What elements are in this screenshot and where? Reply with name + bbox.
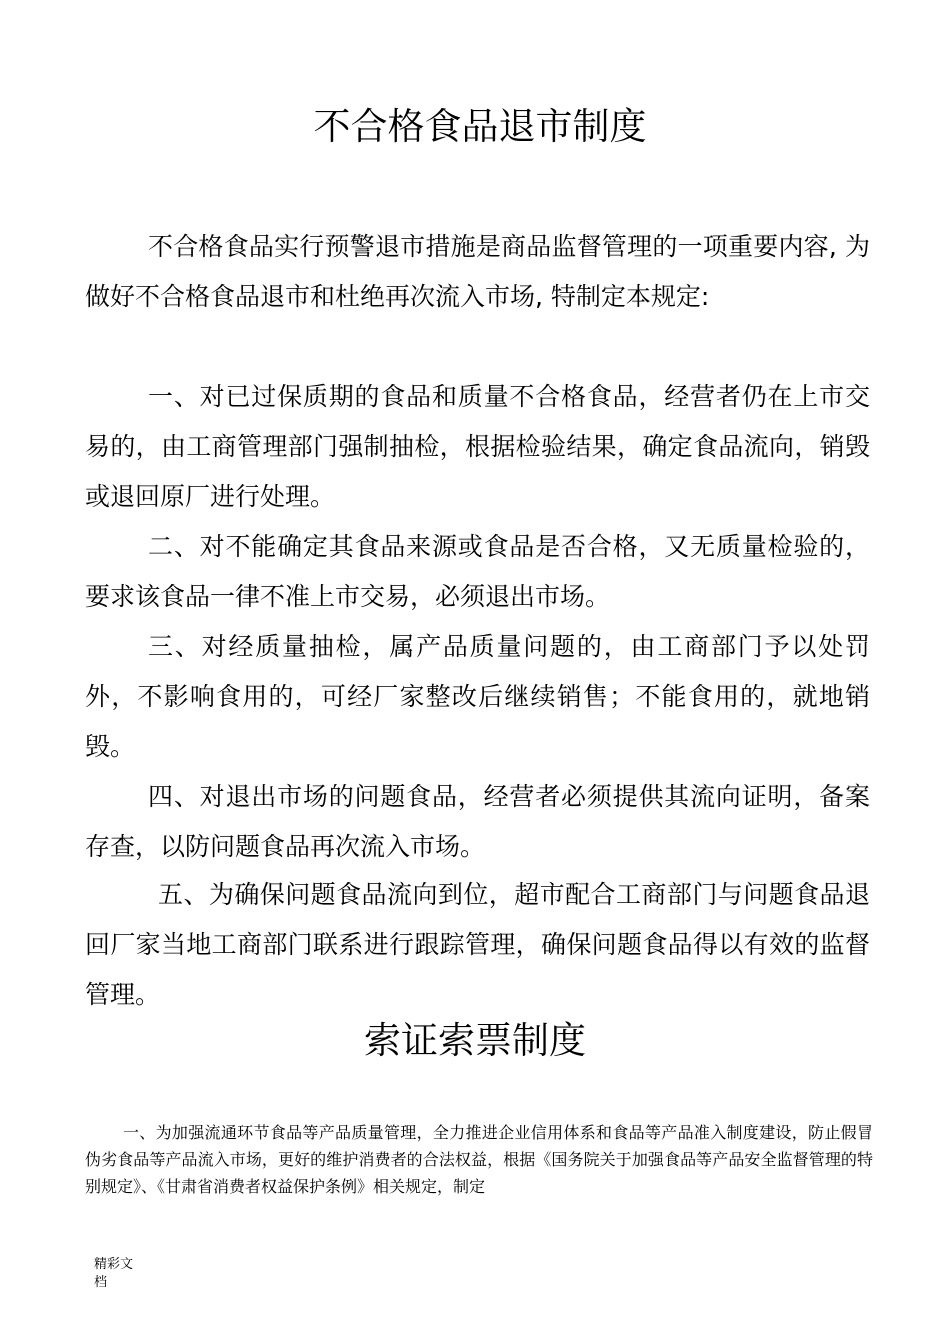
rule-item-3: 三、对经质量抽检，属产品质量问题的，由工商部门予以处罚外，不影响食用的，可经厂家整改后继续销售；不能食用的，就地销毁。 [85,632,870,761]
section-title: 索证索票制度 [364,1019,586,1062]
rule-item-2: 二、对不能确定其食品来源或食品是否合格，又无质量检验的，要求该食品一律不准上市交易，必须退出市场。 [85,532,870,611]
footer-label: 精彩文档 [94,1257,134,1290]
intro-paragraph: 不合格食品实行预警退市措施是商品监督管理的一项重要内容, 为做好不合格食品退市和杜绝再次流入市场, 特制定本规定: [85,232,870,311]
section2-paragraph: 一、为加强流通环节食品等产品质量管理，全力推进企业信用体系和食品等产品准入制度建设，防止假冒伪劣食品等产品流入市场，更好的维护消费者的合法权益，根据《国务院关于加强食品等产品安全监督管理的特别规定》、《甘肃省消费者权益保护条例》相关规定，制定 [85,1123,873,1196]
rule-item-4: 四、对退出市场的问题食品，经营者必须提供其流向证明，备案存查，以防问题食品再次流入市场。 [85,782,870,861]
document-title: 不合格食品退市制度 [313,105,647,148]
rule-item-5: 五、为确保问题食品流向到位，超市配合工商部门与问题食品退回厂家当地工商部门联系进行跟踪管理，确保问题食品得以有效的监督管理。 [85,880,870,1009]
rule-item-1: 一、对已过保质期的食品和质量不合格食品，经营者仍在上市交易的，由工商管理部门强制抽检，根据检验结果，确定食品流向，销毁或退回原厂进行处理。 [85,382,870,511]
